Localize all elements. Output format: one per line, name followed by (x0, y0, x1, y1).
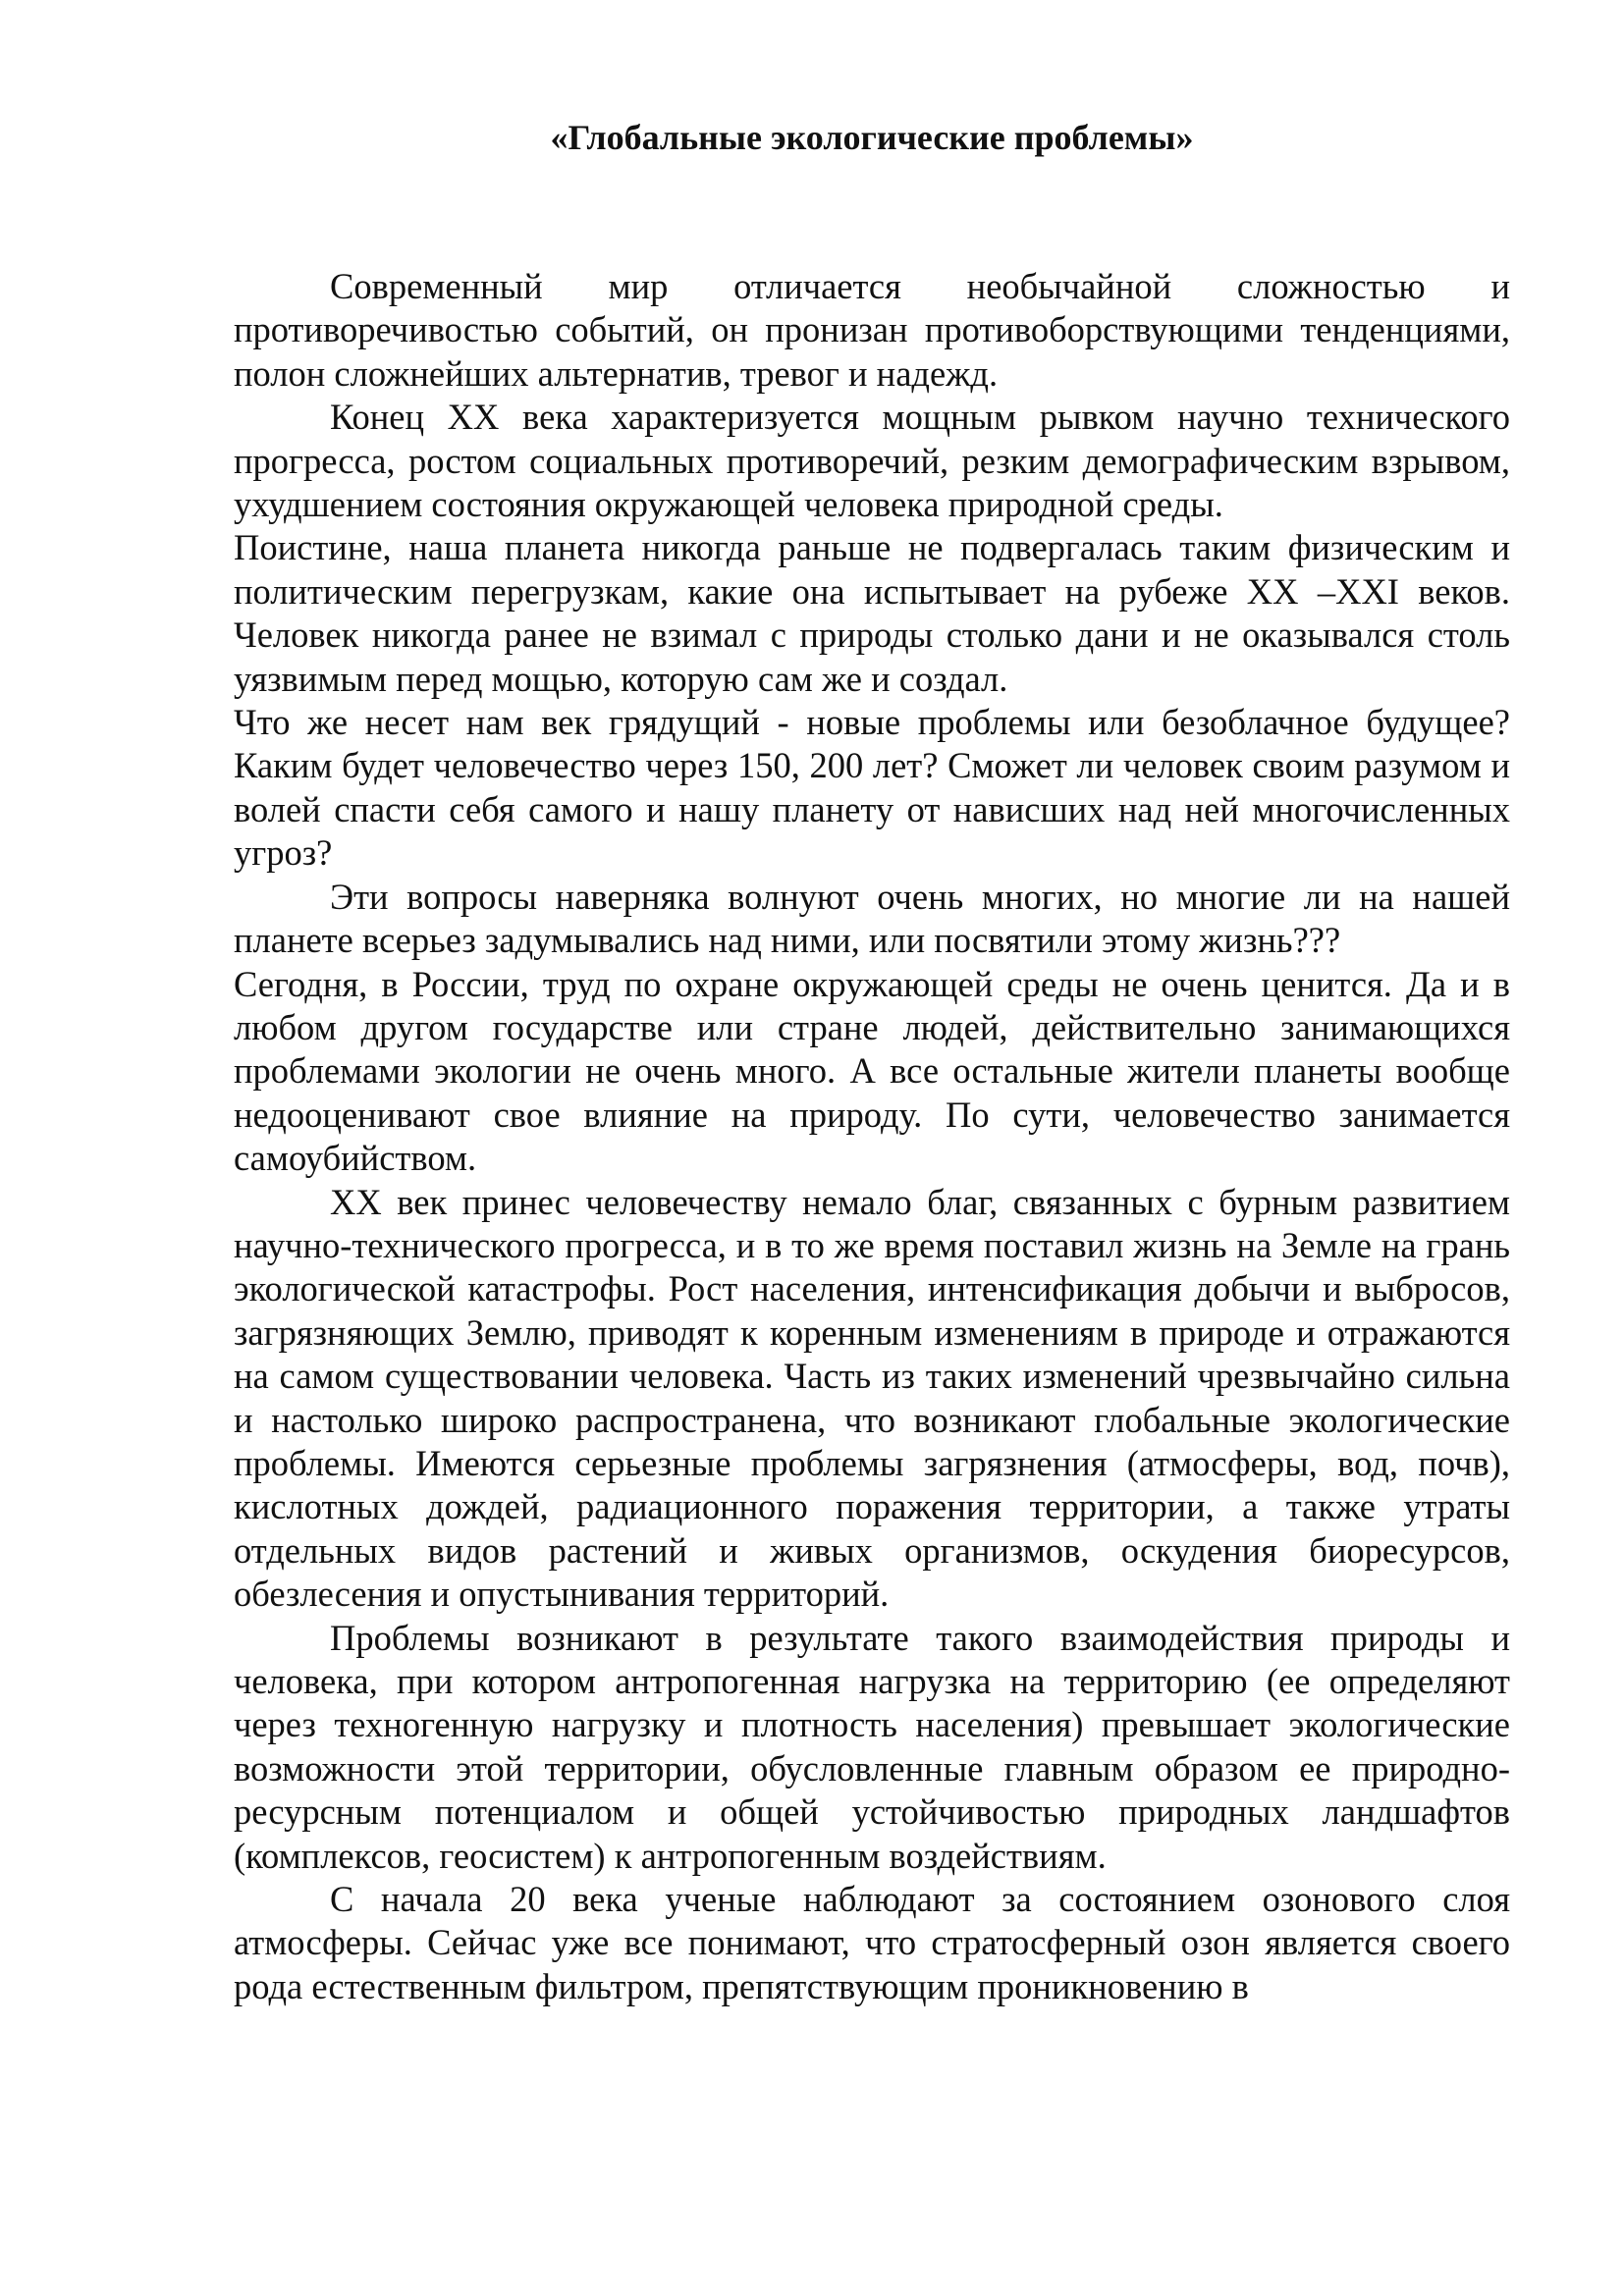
paragraph: Поистине, наша планета никогда раньше не подвергалась таким физическим и политическим перегрузкам, какие она испытывает на рубеже XX –XXI веков. Человек никогда ранее не взимал с природы столько дани и не оказывался столь уязвимым перед мощью, которую сам же и создал. (234, 527, 1510, 699)
paragraph: Сегодня, в России, труд по охране окружающей среды не очень ценится. Да и в любом другом государстве или стране людей, действительно занимающихся проблемами экологии не очень много. А все остальные жители планеты вообще недооценивают свое влияние на природу. По сути, человечество занимается самоубийством. (234, 963, 1510, 1179)
paragraph: Что же несет нам век грядущий - новые проблемы или безоблачное будущее? Каким будет человечество через 150, 200 лет? Сможет ли человек своим разумом и волей спасти себя самого и нашу планету от нависших над ней многочисленных угроз? (234, 702, 1510, 874)
paragraph: С начала 20 века ученые наблюдают за состоянием озонового слоя атмосферы. Сейчас уже все понимают, что стратосферный озон является своего рода естественным фильтром, препятствующим проникновению в (234, 1879, 1510, 2006)
paragraph: XX век принес человечеству немало благ, связанных с бурным развитием научно-технического прогресса, и в то же время поставил жизнь на Земле на грань экологической катастрофы. Рост населения, интенсификация добычи и выбросов, загрязняющих Землю, приводят к коренным изменениям в природе и отражаются на самом существовании человека. Часть из таких изменений чрезвычайно сильна и настолько широко распространена, что возникают глобальные экологические проблемы. Имеются серьезные проблемы загрязнения (атмосферы, вод, почв), кислотных дождей, радиационного поражения территории, а также утраты отдельных видов растений и живых организмов, оскудения биоресурсов, обезлесения и опустынивания территорий. (234, 1181, 1510, 1615)
document-body (234, 265, 1510, 2008)
paragraph: Современный мир отличается необычайной сложностью и противоречивостью событий, он пронизан противоборствующими тенденциями, полон сложнейших альтернатив, тревог и надежд. (234, 266, 1510, 394)
document-title: «Глобальные экологические проблемы» (550, 118, 1194, 157)
paragraph: Конец XX века характеризуется мощным рывком научно технического прогресса, ростом социальных противоречий, резким демографическим взрывом, ухудшением состояния окружающей человека природной среды. (234, 397, 1510, 525)
paragraph: Эти вопросы наверняка волнуют очень многих, но многие ли на нашей планете всерьез задумывались над ними, или посвятили этому жизнь??? (234, 876, 1510, 961)
paragraph: Проблемы возникают в результате такого взаимодействия природы и человека, при котором антропогенная нагрузка на территорию (ее определяют через техногенную нагрузку и плотность населения) превышает экологические возможности этой территории, обусловленные главным образом ее природно-ресурсным потенциалом и общей устойчивостью природных ландшафтов (комплексов, геосистем) к антропогенным воздействиям. (234, 1617, 1510, 1876)
